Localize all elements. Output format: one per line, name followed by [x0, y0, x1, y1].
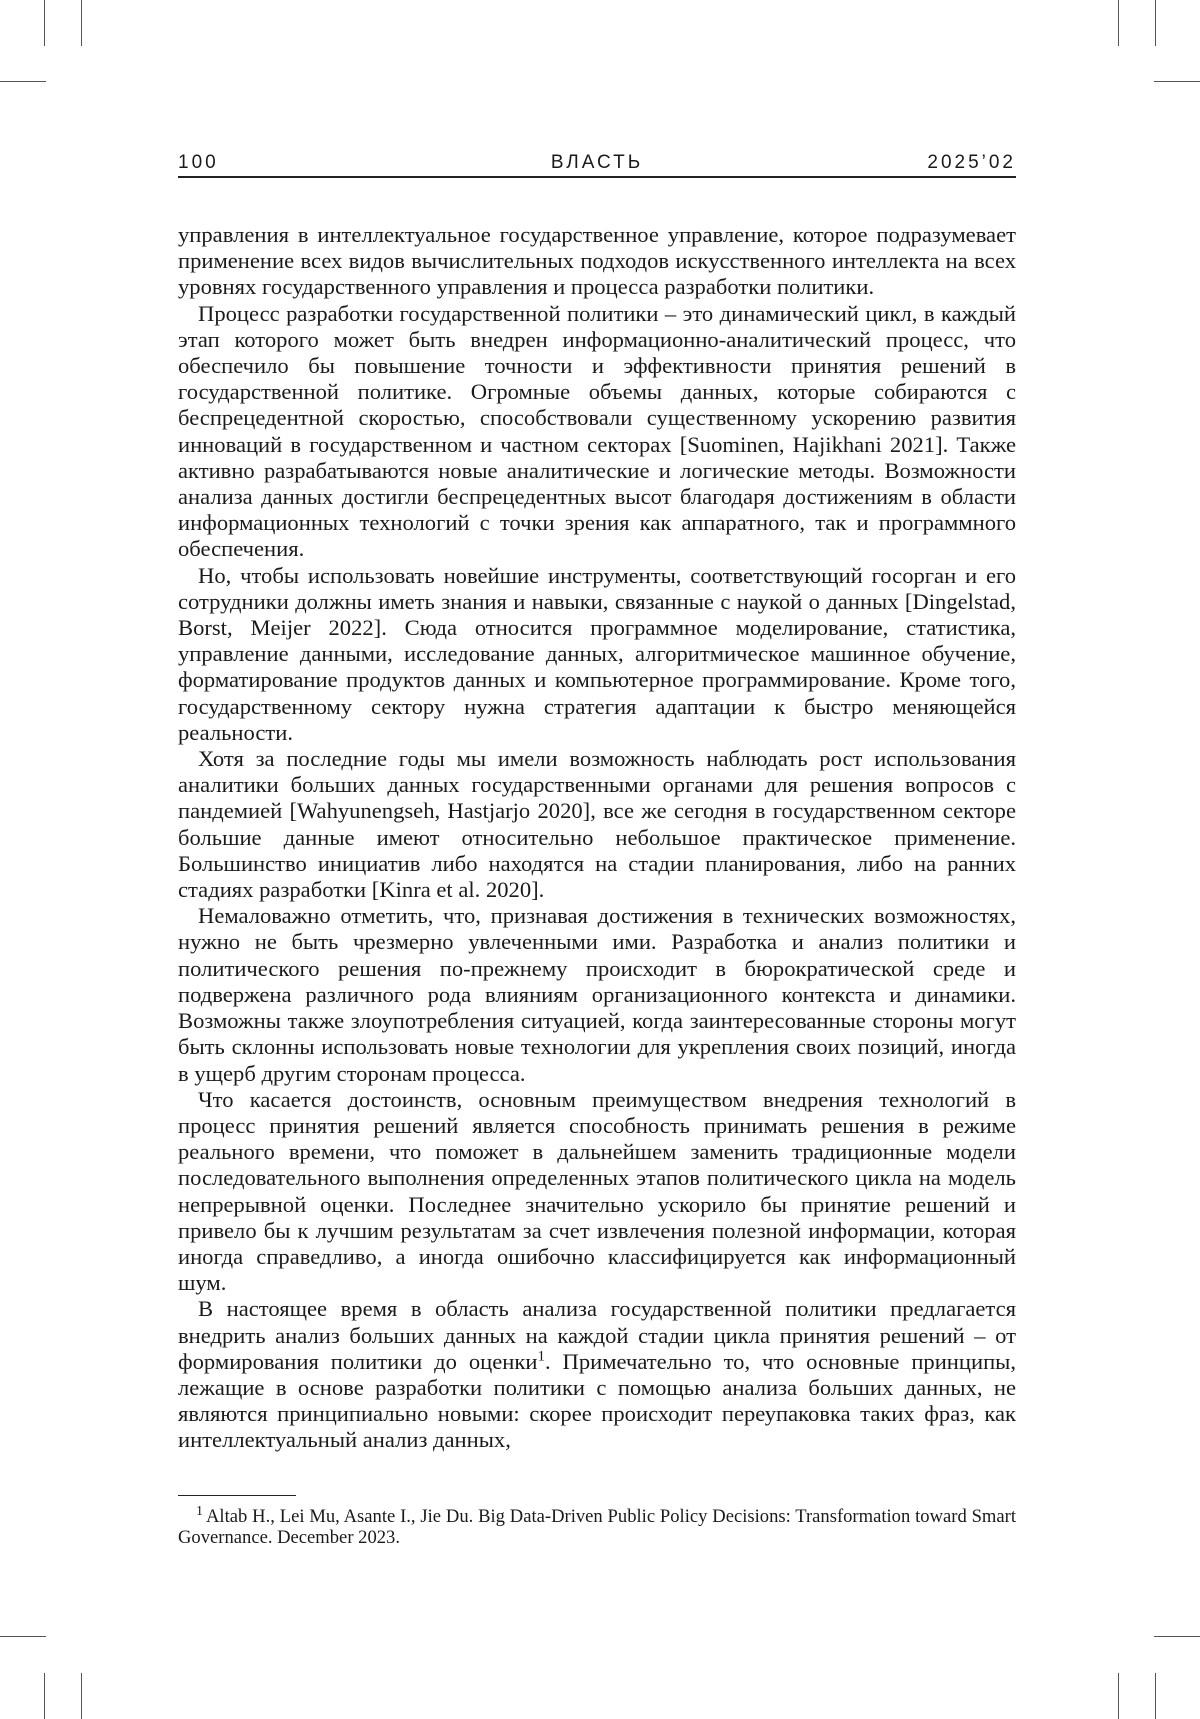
paragraph: Хотя за последние годы мы имели возможность наблюдать рост использования аналитики больших данных государственными органами для решения вопросов с пандемией [Wahyunengseh, Hastjarjo 2020], все же сегодня в государственном секторе большие данные имеют относительно небольшое практическое применение. Большинство инициатив либо находятся на стадии планирования, либо на ранних стадиях разработки [Kinra et al. 2020].	[178, 746, 1016, 903]
paragraph: Что касается достоинств, основным преимуществом внедрения технологий в процесс принятия решений является способность принимать решения в режиме реального времени, что поможет в дальнейшем заменить традиционные модели последовательного выполнения определенных этапов политического цикла на модель непрерывной оценки. Последнее значительно ускорило бы принятие решений и привело бы к лучшим результатам за счет извлечения полезной информации, которая иногда справедливо, а иногда ошибочно классифицируется как информационный шум.	[178, 1087, 1016, 1297]
footnote-divider	[178, 1495, 296, 1496]
paragraph-with-footnote	[178, 1296, 1016, 1453]
paragraph: управления в интеллектуальное государственное управление, которое подразумевает применение всех видов вычислительных подходов искусственного интеллекта на всех уровнях государственного управления и процесса разработки политики.	[178, 222, 1016, 301]
paragraph: Процесс разработки государственной политики – это динамический цикл, в каждый этап которого может быть внедрен информационно-аналитический процесс, что обеспечило бы повышение точности и эффективности принятия решений в государственной политике. Огромные объемы данных, которые собираются с беспрецедентной скоростью, способствовали существенному ускорению развития инноваций в государственном и частном секторах [Suominen, Hajikhani 2021]. Также активно разрабатываются новые аналитические и логические методы. Возможности анализа данных достигли беспрецедентных высот благодаря достижениям в области информационных технологий с точки зрения как аппаратного, так и программного обеспечения.	[178, 301, 1016, 563]
crop-mark	[0, 1636, 46, 1637]
paragraph: Но, чтобы использовать новейшие инструменты, соответствующий госорган и его сотрудники должны иметь знания и навыки, связанные с наукой о данных [Dingelstad, Borst, Meijer 2022]. Сюда относится программное моделирование, статистика, управление данными, исследование данных, алгоритмическое машинное обучение, форматирование продуктов данных и компьютерное программирование. Кроме того, государственному сектору нужна стратегия адаптации к быстро меняющейся реальности.	[178, 563, 1016, 746]
journal-title: ВЛАСТЬ	[178, 152, 1016, 174]
crop-mark	[44, 0, 45, 46]
crop-mark	[81, 0, 82, 46]
crop-mark	[1155, 0, 1156, 46]
crop-mark	[0, 81, 46, 82]
paragraph-text: В настоящее время в область анализа государственной политики предлагается внедрить анализ больших данных на каждой стадии цикла принятия решений – от формирования политики до оценки	[178, 1296, 1016, 1373]
footnote-reference[interactable]: 1	[537, 1348, 545, 1364]
crop-mark	[44, 1673, 45, 1719]
paragraph: Немаловажно отметить, что, признавая достижения в технических возможностях, нужно не быть чрезмерно увлеченными ими. Разработка и анализ политики и политического решения по-прежнему происходит в бюрократической среде и подвержена различного рода влияниям организационного контекста и динамики. Возможны также злоупотребления ситуацией, когда заинтересованные стороны могут быть склонны использовать новые технологии для укрепления своих позиций, иногда в ущерб другим сторонам процесса.	[178, 903, 1016, 1086]
crop-mark	[81, 1673, 82, 1719]
crop-mark	[1118, 1673, 1119, 1719]
crop-mark	[1155, 1673, 1156, 1719]
running-header	[178, 150, 1016, 178]
article-body	[178, 222, 1016, 1454]
footnote-text: Altab H., Lei Mu, Asante I., Jie Du. Big Data-Driven Public Policy Decisions: Transformation toward Smart Governance. December 2023.	[178, 1506, 1016, 1548]
footnote-number: 1	[196, 1504, 203, 1519]
paragraph-text: . Примечательно то, что основные принципы, лежащие в основе разработки политики с помощью анализа больших данных, не являются принципиально новыми: скорее происходит переупаковка таких фраз, как интеллектуальный анализ данных,	[178, 1349, 1016, 1453]
crop-mark	[1154, 81, 1200, 82]
issue-number: 2025’02	[927, 152, 1016, 174]
page-number: 100	[178, 152, 219, 174]
footnote	[178, 1506, 1016, 1548]
crop-mark	[1118, 0, 1119, 46]
crop-mark	[1154, 1636, 1200, 1637]
